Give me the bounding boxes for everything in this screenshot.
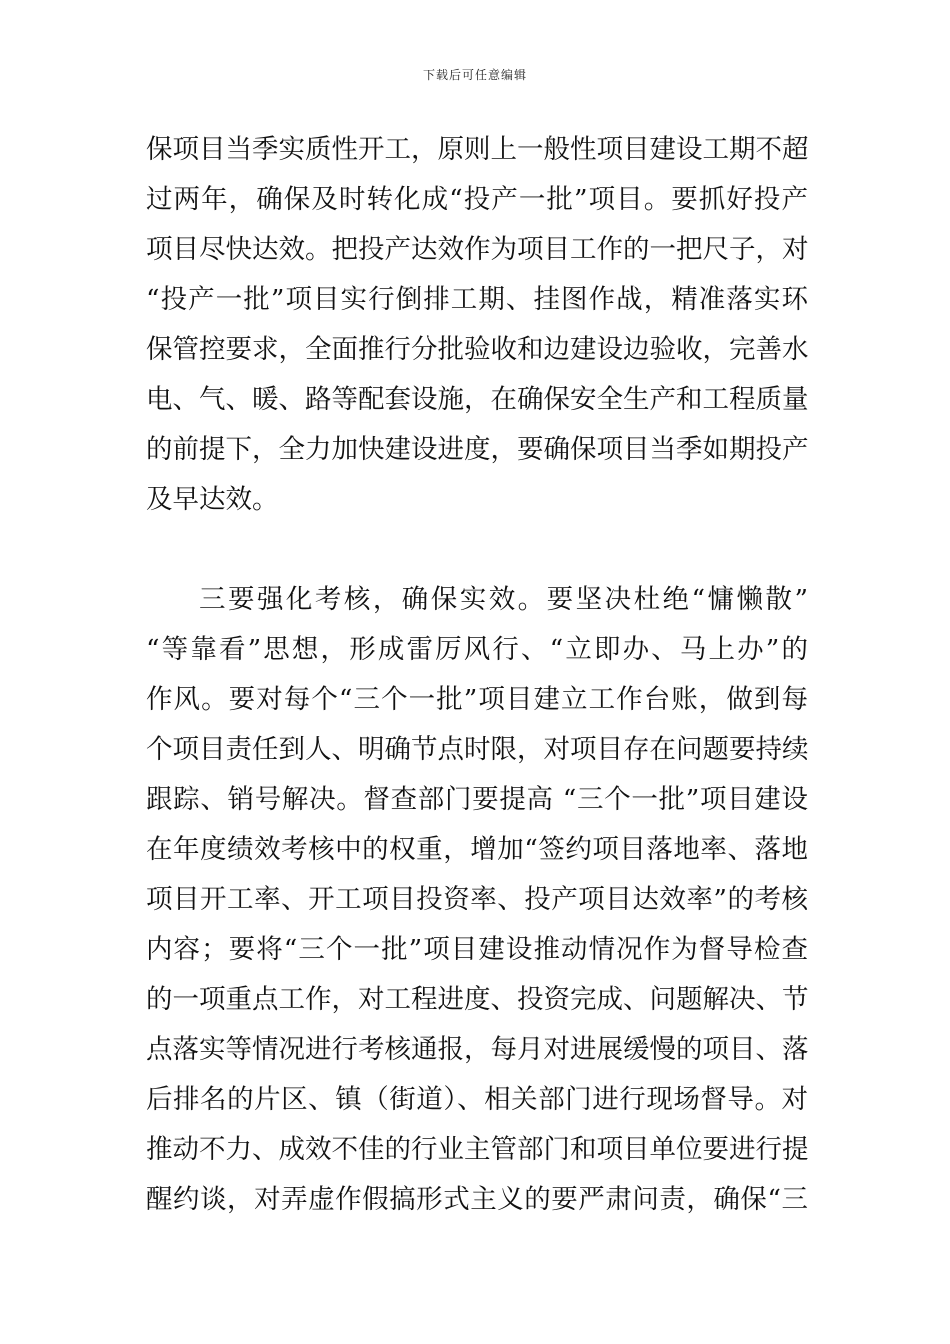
text-line: 醒约谈，对弄虚作假搞形式主义的要严肃问责，确保“三 [146, 1184, 808, 1215]
text-line: 个项目责任到人、明确节点时限，对项目存在问题要持续 [146, 734, 809, 765]
text-line: 过两年，确保及时转化成“投产一批”项目。要抓好投产 [146, 184, 808, 215]
paragraph-2 [146, 575, 808, 1225]
text-line: 三要强化考核，确保实效。要坚决杜绝“慵懒散” [199, 584, 808, 615]
text-line: 的前提下，全力加快建设进度，要确保项目当季如期投产 [146, 434, 809, 465]
page-header-note: 下载后可任意编辑 [422, 68, 527, 82]
text-line: 的一项重点工作，对工程进度、投资完成、问题解决、节 [146, 984, 809, 1015]
text-line: 及早达效。 [146, 484, 279, 515]
paragraph-1 [146, 125, 808, 525]
text-line: 项目开工率、开工项目投资率、投产项目达效率”的考核 [146, 884, 808, 915]
text-line: 点落实等情况进行考核通报，每月对进展缓慢的项目、落 [146, 1034, 809, 1065]
text-line: 推动不力、成效不佳的行业主管部门和项目单位要进行提 [146, 1134, 809, 1165]
text-line: 保管控要求，全面推行分批验收和边建设边验收，完善水 [146, 334, 809, 365]
text-line: “投产一批”项目实行倒排工期、挂图作战，精准落实环 [146, 284, 808, 315]
text-line: 在年度绩效考核中的权重，增加“签约项目落地率、落地 [146, 834, 808, 865]
text-line: 项目尽快达效。把投产达效作为项目工作的一把尺子，对 [146, 234, 809, 265]
text-line: 内容；要将“三个一批”项目建设推动情况作为督导检查 [146, 934, 808, 965]
text-line: 跟踪、销号解决。督查部门要提高 “三个一批”项目建设 [146, 784, 808, 815]
text-line: 后排名的片区、镇（街道）、相关部门进行现场督导。对 [146, 1084, 808, 1115]
text-line: 作风。要对每个“三个一批”项目建立工作台账，做到每 [146, 684, 808, 715]
text-line: 保项目当季实质性开工，原则上一般性项目建设工期不超 [146, 134, 809, 165]
text-line: 电、气、暖、路等配套设施，在确保安全生产和工程质量 [146, 384, 809, 415]
text-line: “等靠看”思想，形成雷厉风行、“立即办、马上办”的 [146, 634, 808, 665]
